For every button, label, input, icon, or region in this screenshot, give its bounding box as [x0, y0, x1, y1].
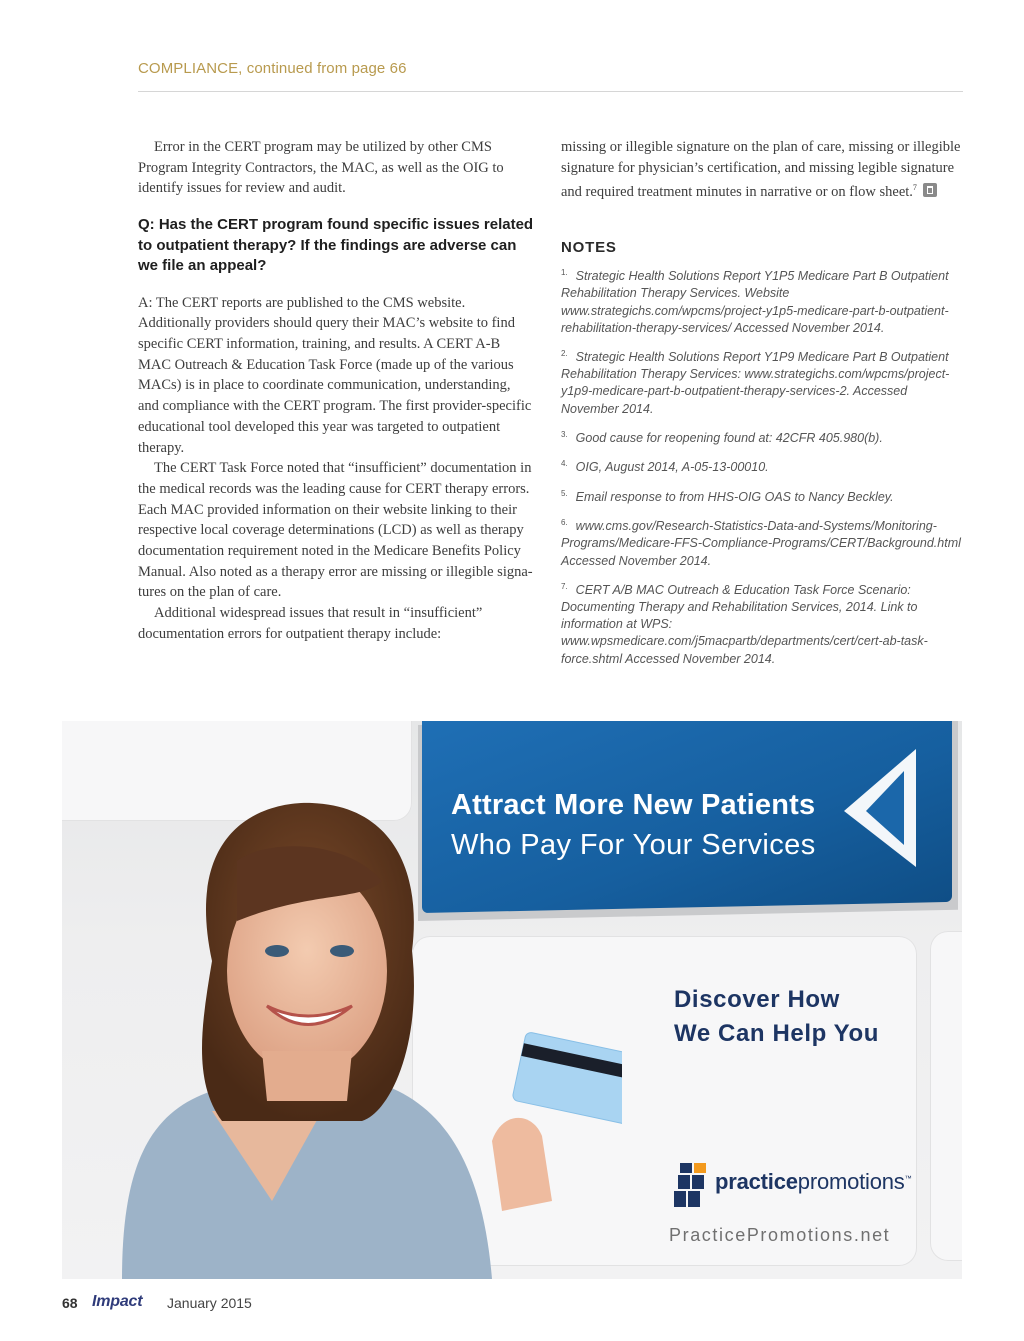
ad-headline: Attract More New Patients [451, 789, 816, 821]
note-number: 3. [561, 429, 568, 439]
note-item [561, 426, 963, 447]
answer-paragraph-1: A: The CERT reports are published to the CMS website. Additionally providers should query their MAC’s website to find specific CERT information, training, and results. A CERT A-B MAC Outreach & Education Task Force (made up of the various MACs) is in place to coordinate communication, understanding, and compliance with the CERT program. The first provider-specific educational tool developed this year was targeted to outpatient therapy. [138, 294, 532, 456]
ad-brand-name [715, 1169, 911, 1195]
ad-subheadline: Who Pay For Your Services [451, 829, 816, 861]
publication-name: Impact [92, 1293, 143, 1310]
continuation-text: missing or illegible signature on the plan of care, missing or illegible signature for physician’s certification, and missing legible signature and required treatment minutes in narrative or on flow sheet. [561, 139, 961, 201]
advertisement [62, 721, 962, 1279]
note-number: 2. [561, 348, 568, 358]
ad-cta-line-1: Discover How [674, 986, 840, 1013]
running-head: COMPLIANCE, continued from page 66 [138, 60, 407, 77]
note-text: www.cms.gov/Research-Statistics-Data-and-Systems/Monitoring-Programs/Medicare-FFS-Compliance-Programs/CERT/Background.html Accessed November 2014. [561, 519, 961, 568]
note-number: 5. [561, 488, 568, 498]
continuation-paragraph [561, 137, 963, 203]
left-column [138, 137, 534, 645]
brand-part-1: practice [715, 1169, 798, 1194]
practice-promotions-logo-icon [670, 1163, 708, 1207]
question-heading: Q: Has the CERT program found specific issues related to outpatient therapy? If the findings are adverse can we file an appeal? [138, 216, 534, 275]
right-column [561, 137, 963, 676]
note-text: CERT A/B MAC Outreach & Education Task Force Scenario: Documenting Therapy and Rehabilitation Services, 2014. Link to information at WPS: www.wpsmedicare.com/j5macpartb/departments/cert/cert-ab-task-force.shtml Accessed November 2014. [561, 582, 928, 666]
brand-part-2: promotions [797, 1169, 905, 1194]
ad-website-url[interactable]: PracticePromotions.net [669, 1225, 891, 1245]
note-item [561, 455, 963, 476]
notes-list [561, 264, 963, 668]
note-text: Strategic Health Solutions Report Y1P5 Medicare Part B Outpatient Rehabilitation Therapy Services. Website www.strategichs.com/wpcms/project-y1p5-medicare-part-b-outpatient-rehabilitation-therapy-services/ Accessed November 2014. [561, 269, 949, 335]
note-text: OIG, August 2014, A-05-13-00010. [575, 460, 769, 475]
note-text: Email response to from HHS-OIG OAS to Nancy Beckley. [575, 489, 894, 504]
header-divider [138, 91, 963, 92]
trademark: ™ [904, 1175, 912, 1183]
ad-cta-line-2: We Can Help You [674, 1020, 880, 1047]
intro-paragraph: Error in the CERT program may be utilized by other CMS Program Integrity Contractors, the MAC, as well as the OIG to identify issues for review and audit. [138, 139, 504, 197]
note-text: Good cause for reopening found at: 42CFR 405.980(b). [575, 431, 883, 446]
answer-paragraph-2: The CERT Task Force noted that “insufficient” documentation in the medical records was the leading cause for CERT therapy errors. Each MAC provided information on their website linking to their respective local coverage determinations (LCD) as well as therapy documentation requirement noted in the Medicare Benefits Policy Manual. Also noted as a therapy error are missing or illegible signatures on the plan of care. [138, 460, 533, 601]
footnote-ref: 7 [912, 183, 917, 193]
woman-with-card-image [62, 781, 622, 1279]
issue-date: January 2015 [167, 1295, 252, 1311]
note-item [561, 264, 963, 337]
end-of-article-icon [923, 183, 937, 197]
note-item [561, 345, 963, 418]
note-number: 1. [561, 267, 568, 277]
answer-paragraph-3: Additional widespread issues that result in “insufficient” documentation errors for outpatient therapy include: [138, 605, 483, 642]
note-text: Strategic Health Solutions Report Y1P9 Medicare Part B Outpatient Rehabilitation Therapy Services: www.strategichs.com/wpcms/project-y1p9-medicare-part-b-outpatient-therapy-services-2. Accessed November 2014. [561, 350, 950, 416]
note-number: 4. [561, 459, 568, 469]
note-number: 6. [561, 517, 568, 527]
note-item [561, 514, 963, 570]
note-item [561, 485, 963, 506]
ad-background-tile [930, 931, 962, 1261]
note-item [561, 578, 963, 668]
arrow-icon [844, 749, 916, 867]
notes-heading: NOTES [561, 238, 617, 256]
note-number: 7. [561, 581, 568, 591]
page-number: 68 [62, 1295, 78, 1311]
